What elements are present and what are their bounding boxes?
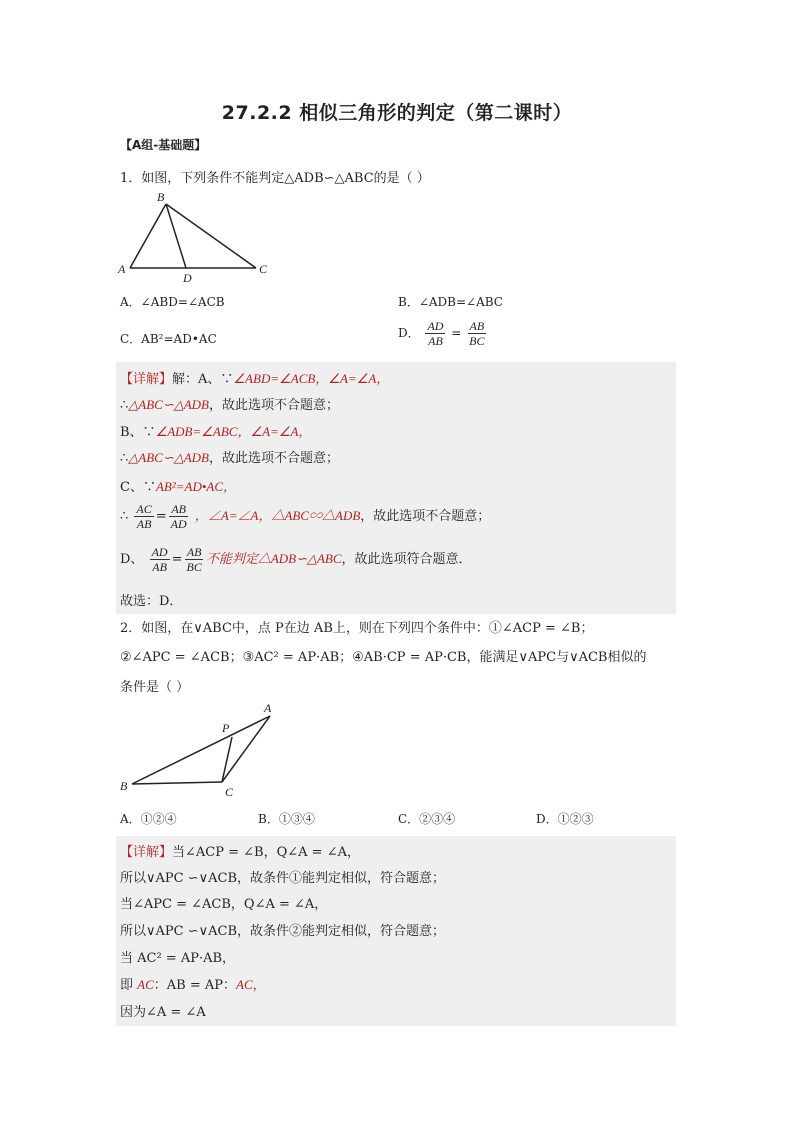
q1-label-b: B xyxy=(157,190,165,204)
q1-stem: 1．如图，下列条件不能判定△ADB∽△ABC的是（ ） xyxy=(120,171,430,186)
q1-label-d: D xyxy=(183,271,192,285)
q1-option-d: D． $\frac{AD}{AB}$ = $\frac{AB}{BC}$ xyxy=(398,319,485,348)
q2-label-b: B xyxy=(120,779,128,793)
q2-option-a: A．①②④ xyxy=(120,812,177,826)
q1-sol-frac-ad-ab: $\frac{AD}{AB}$ xyxy=(151,545,168,574)
q1-segment-ab xyxy=(130,204,166,268)
q2-label-a: A xyxy=(264,701,272,715)
q1-sol-line4: ∴△ABC∽△ADB，故此选项不合题意； xyxy=(120,450,340,466)
q1-sol-frac-ac-ab: $\frac{AC}{AB}$ xyxy=(136,502,152,531)
q1-sol-frac-ab-bc: $\frac{AB}{BC}$ xyxy=(186,545,202,574)
q2-sol-line3: 当∠APC = ∠ACB，Q∠A = ∠A， xyxy=(120,897,328,912)
q1-label-c: C xyxy=(259,262,268,276)
q1-option-b: B．∠ADB=∠ABC xyxy=(398,295,503,309)
q2-option-b: B．①③④ xyxy=(258,812,315,826)
page-title: 27.2.2 相似三角形的判定（第二课时） xyxy=(221,102,573,124)
q2-label-p: P xyxy=(222,721,230,735)
q1-sol-line2: ∴△ABC∽△ADB，故此选项不合题意； xyxy=(120,397,340,413)
q2-option-d: D．①②③ xyxy=(536,812,594,826)
q1-sol-line1: 【详解】解：A、∵∠ABD=∠ACB，∠A=∠A， xyxy=(120,371,390,387)
q1-sol-line8: 故选：D． xyxy=(120,594,183,609)
q1-option-d-frac1: $\frac{AD}{AB}$ xyxy=(427,319,444,348)
q1-option-c: C．AB²=AD•AC xyxy=(120,332,217,346)
q2-sol-line4: 所以∨APC ∽∨ACB，故条件②能判定相似，符合题意； xyxy=(120,924,446,939)
q1-option-a: A．∠ABD=∠ACB xyxy=(120,295,225,309)
q2-label-c: C xyxy=(225,785,234,799)
q1-sol-line6: ∴ $\frac{AC}{AB}$ = $\frac{AB}{AD}$ ，∠A=∠A，△ABC∽△ADB，故此选项不合题意； xyxy=(120,502,491,531)
q1-option-d-prefix: D． xyxy=(398,326,420,340)
q2-sol-line6: 即 AC：AB = AP：AC， xyxy=(120,977,266,993)
q2-stem-line2: ②∠APC = ∠ACB；③AC² = AP·AB；④AB·CP = AP·CB，能满足∨APC与∨ACB相似的 xyxy=(120,650,647,665)
q1-label-a: A xyxy=(118,262,126,276)
q2-segment-bc xyxy=(132,782,222,784)
q2-triangle-figure xyxy=(112,698,287,804)
q2-sol-line2: 所以∨APC ∽∨ACB，故条件①能判定相似，符合题意； xyxy=(120,871,446,886)
q1-segment-bd xyxy=(166,204,186,268)
q2-sol-line7: 因为∠A = ∠A xyxy=(120,1005,206,1020)
q1-triangle-figure xyxy=(112,188,282,288)
q2-option-c: C．②③④ xyxy=(398,812,456,826)
q1-sol-frac-ab-ad: $\frac{AB}{AD}$ xyxy=(170,502,187,531)
q1-sol-line7: D、 $\frac{AD}{AB}$ = $\frac{AB}{BC}$ 不能判定△ADB∽△ABC，故此选项符合题意． xyxy=(120,545,472,574)
q1-segment-bc xyxy=(166,204,256,268)
section-heading: 【A组-基础题】 xyxy=(120,138,207,152)
q2-segment-ba xyxy=(132,716,270,784)
q2-sol-line5: 当 AC² = AP·AB， xyxy=(120,951,236,966)
q2-sol-line1: 【详解】当∠ACP = ∠B，Q∠A = ∠A， xyxy=(120,845,360,860)
q2-stem-line1: 2．如图，在∨ABC中，点 P在边 AB上，则在下列四个条件中：①∠ACP = ∠B； xyxy=(120,621,594,636)
q1-sol-line3: B、∵∠ADB=∠ABC，∠A=∠A， xyxy=(120,424,312,440)
q1-sol-line5: C、∵AB²=AD•AC， xyxy=(120,479,236,495)
q2-stem-line3: 条件是（ ） xyxy=(120,680,190,695)
q1-option-d-frac2: $\frac{AB}{BC}$ xyxy=(469,319,485,348)
